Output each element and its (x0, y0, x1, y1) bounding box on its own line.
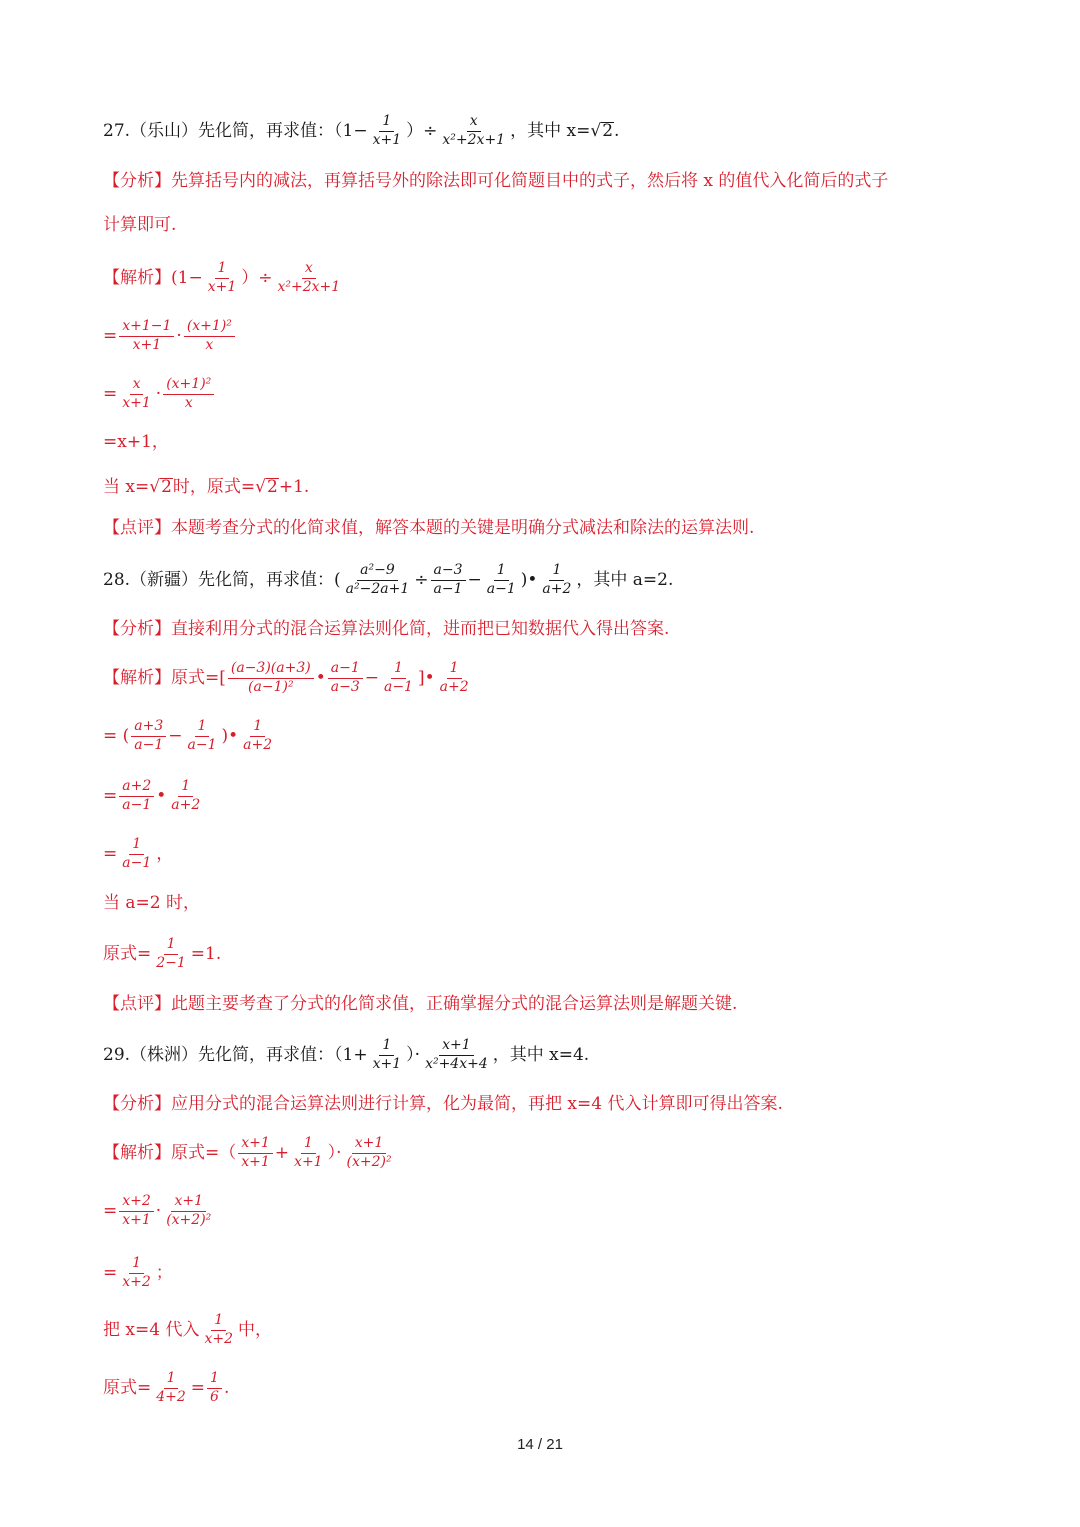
q27-stem-frac1: $\frac{1}{x+1}$ (372, 113, 402, 148)
fraction: $\frac{x+1}{x+1}$ (238, 1135, 273, 1171)
math-text: 当 a=2 时， (103, 893, 201, 913)
analysis-label: 【分析】 (103, 171, 171, 191)
q28-solution-l6 (103, 936, 221, 972)
fraction: $\frac{1}{a+2}$ (171, 778, 201, 813)
analysis-text: 应用分式的混合运算法则进行计算，化为最简，再把 x=4 代入计算即可得出答案. (171, 1094, 783, 1114)
math-text: ）· (327, 1142, 342, 1163)
fraction: $\frac{1}{2-1}$ (156, 936, 186, 971)
analysis-text: 直接利用分式的混合运算法则化简，进而把已知数据代入得出答案. (171, 619, 670, 639)
math-text: − (467, 569, 482, 590)
fraction: $\frac{x}{x+1}$ (122, 376, 151, 411)
math-text: =1. (190, 943, 222, 964)
q28-solution-l5 (103, 895, 200, 912)
fraction: $\frac{1}{4+2}$ (156, 1370, 186, 1405)
math-text: 把 x=4 代入 (103, 1319, 200, 1340)
fraction: $\frac{\text{(x+1)²}}{x}$ (184, 318, 235, 354)
fraction: $\frac{1}{x+1}$ (207, 260, 237, 295)
math-text: • (156, 785, 167, 806)
math-text: +1. (278, 476, 310, 497)
math-text: = ( (103, 725, 130, 746)
analysis-text: 先算括号内的减法，再算括号外的除法即可化简题目中的式子，然后将 x 的值代入化简后的式子 (171, 171, 889, 191)
math-text: − (168, 725, 183, 746)
math-text: . (223, 1377, 230, 1398)
q29-solution-l2 (103, 1193, 216, 1229)
q27-solution-l2 (103, 318, 237, 354)
math-text: + (274, 1142, 290, 1163)
math-text: = (103, 1262, 118, 1283)
fraction: $\frac{1}{a-1}$ (122, 836, 152, 871)
math-text: =x+1， (103, 432, 169, 452)
fraction: $\frac{1}{x+2}$ (204, 1312, 234, 1347)
q29-analysis (103, 1096, 783, 1113)
q29-solution-l1 (103, 1135, 397, 1171)
math-text: ÷ (414, 569, 429, 590)
q29-solution-l4 (103, 1312, 272, 1348)
q29-solution-l5 (103, 1370, 229, 1406)
math-text: ， (156, 843, 174, 864)
solution-label: 【解析】 (103, 667, 171, 688)
solution-label: 【解析】 (103, 267, 171, 288)
analysis-label: 【分析】 (103, 619, 171, 639)
q29-stem-text: 29.（株洲）先化简，再求值：（1+ (103, 1044, 368, 1065)
q28-solution-l2 (103, 718, 277, 754)
q27-solution-l4 (103, 434, 169, 451)
math-text: · (155, 1200, 162, 1221)
fraction: $\frac{1}{a+2}$ (243, 718, 273, 753)
math-text: 中， (238, 1319, 273, 1340)
sqrt-symbol: √ 2 (590, 121, 614, 141)
fraction: $\frac{1}{a-1}$ (383, 660, 413, 695)
fraction: $\frac{x+1}{\text{(x+2)²}}$ (346, 1135, 392, 1170)
analysis-text-cont: 计算即可. (103, 215, 177, 235)
math-text: 原式=（ (171, 1142, 237, 1163)
q27-stem-frac2: $\frac{x}{\text{x²+2x+1}}$ (442, 113, 506, 148)
math-text: · (176, 325, 182, 346)
math-text: (1− (171, 267, 203, 288)
math-text: ； (155, 1262, 173, 1283)
math-text: ]• (417, 667, 435, 688)
fraction: $\frac{1}{a+2}$ (542, 562, 572, 597)
math-text: 当 x= (103, 476, 150, 497)
q28-solution-l3 (103, 778, 205, 814)
q27-comment (103, 520, 754, 537)
math-text: 原式=[ (171, 667, 226, 688)
q29-stem (103, 1037, 589, 1073)
q27-stem-suffix: ，其中 x= (510, 120, 591, 141)
fraction: $\frac{x+1-1}{x+1}$ (119, 318, 174, 354)
fraction: $\frac{1}{x+1}$ (372, 1037, 402, 1072)
fraction: $\frac{1}{x+1}$ (294, 1135, 323, 1170)
math-text: = (103, 785, 118, 806)
math-text: ）÷ (241, 267, 273, 288)
q28-solution-l4 (103, 836, 173, 872)
fraction: $\frac{(a-3)(a+3)}{\text{(a−1)²}}$ (228, 660, 314, 696)
fraction: $\frac{x}{\text{x²+2x+1}}$ (277, 260, 341, 295)
math-text: = (103, 383, 118, 404)
comment-label: 【点评】 (103, 518, 171, 538)
q27-solution-l3 (103, 376, 216, 412)
fraction: $\frac{\text{(x+1)²}}{x}$ (163, 376, 214, 412)
math-text: )• (221, 725, 239, 746)
q27-solution-l5 (103, 478, 309, 496)
q28-stem-suffix: ，其中 a=2. (576, 569, 674, 590)
solution-label: 【解析】 (103, 1142, 171, 1163)
math-text: = (103, 325, 118, 346)
analysis-label: 【分析】 (103, 1094, 171, 1114)
math-text: 原式= (103, 1377, 152, 1398)
math-text: 时，原式= (172, 476, 256, 497)
q27-stem (103, 113, 619, 149)
sqrt-symbol: √ 2 (149, 477, 172, 497)
q27-stem-end: . (614, 120, 620, 141)
q28-stem-text: 28.（新疆）先化简，再求值：( (103, 569, 341, 590)
sqrt-symbol: √ 2 (255, 477, 278, 497)
page-number: 14 / 21 (517, 1436, 563, 1453)
q27-stem-text: 27.（乐山）先化简，再求值：（1− (103, 120, 368, 141)
math-text: • (315, 667, 326, 688)
q27-analysis-cont (103, 217, 176, 234)
comment-label: 【点评】 (103, 994, 171, 1014)
math-text: − (364, 667, 379, 688)
fraction: $\frac{1}{a-1}$ (187, 718, 217, 753)
math-text: = (190, 1377, 206, 1398)
fraction: $\frac{1}{a-1}$ (486, 562, 516, 597)
q28-solution-l1 (103, 660, 474, 696)
q27-stem-op: ）÷ (406, 120, 438, 141)
q27-solution-l1 (103, 260, 345, 296)
math-text: ）· (406, 1044, 421, 1065)
fraction: $\frac{a+2}{a-1}$ (119, 778, 154, 814)
q28-comment (103, 996, 737, 1013)
fraction: $\frac{a+3}{a-1}$ (131, 718, 166, 754)
q29-stem-suffix: ，其中 x=4. (492, 1044, 590, 1065)
q28-analysis (103, 621, 669, 638)
fraction: $\frac{\text{a²−9}}{\text{a²−2a+1}}$ (345, 562, 410, 597)
fraction: $\frac{x+1}{\text{(x+2)²}}$ (166, 1193, 212, 1228)
q29-solution-l3 (103, 1255, 173, 1291)
fraction: $\frac{x+2}{x+1}$ (119, 1193, 154, 1229)
comment-text: 本题考查分式的化简求值，解答本题的关键是明确分式减法和除法的运算法则. (171, 518, 755, 538)
q28-stem (103, 562, 673, 598)
math-text: · (155, 383, 162, 404)
q27-analysis (103, 173, 888, 190)
math-text: = (103, 1200, 118, 1221)
fraction: $\frac{a-3}{a-1}$ (431, 562, 466, 598)
fraction: $\frac{1}{x+2}$ (122, 1255, 151, 1290)
math-text: 原式= (103, 943, 152, 964)
fraction: $\frac{1}{6}$ (207, 1370, 222, 1406)
math-text: )• (520, 569, 538, 590)
fraction: $\frac{1}{a+2}$ (439, 660, 469, 695)
fraction: $\frac{x+1}{\text{x²+4x+4}}$ (425, 1037, 488, 1072)
comment-text: 此题主要考查了分式的化简求值，正确掌握分式的混合运算法则是解题关键. (171, 994, 738, 1014)
fraction: $\frac{a-1}{a-3}$ (328, 660, 363, 696)
math-text: = (103, 843, 118, 864)
